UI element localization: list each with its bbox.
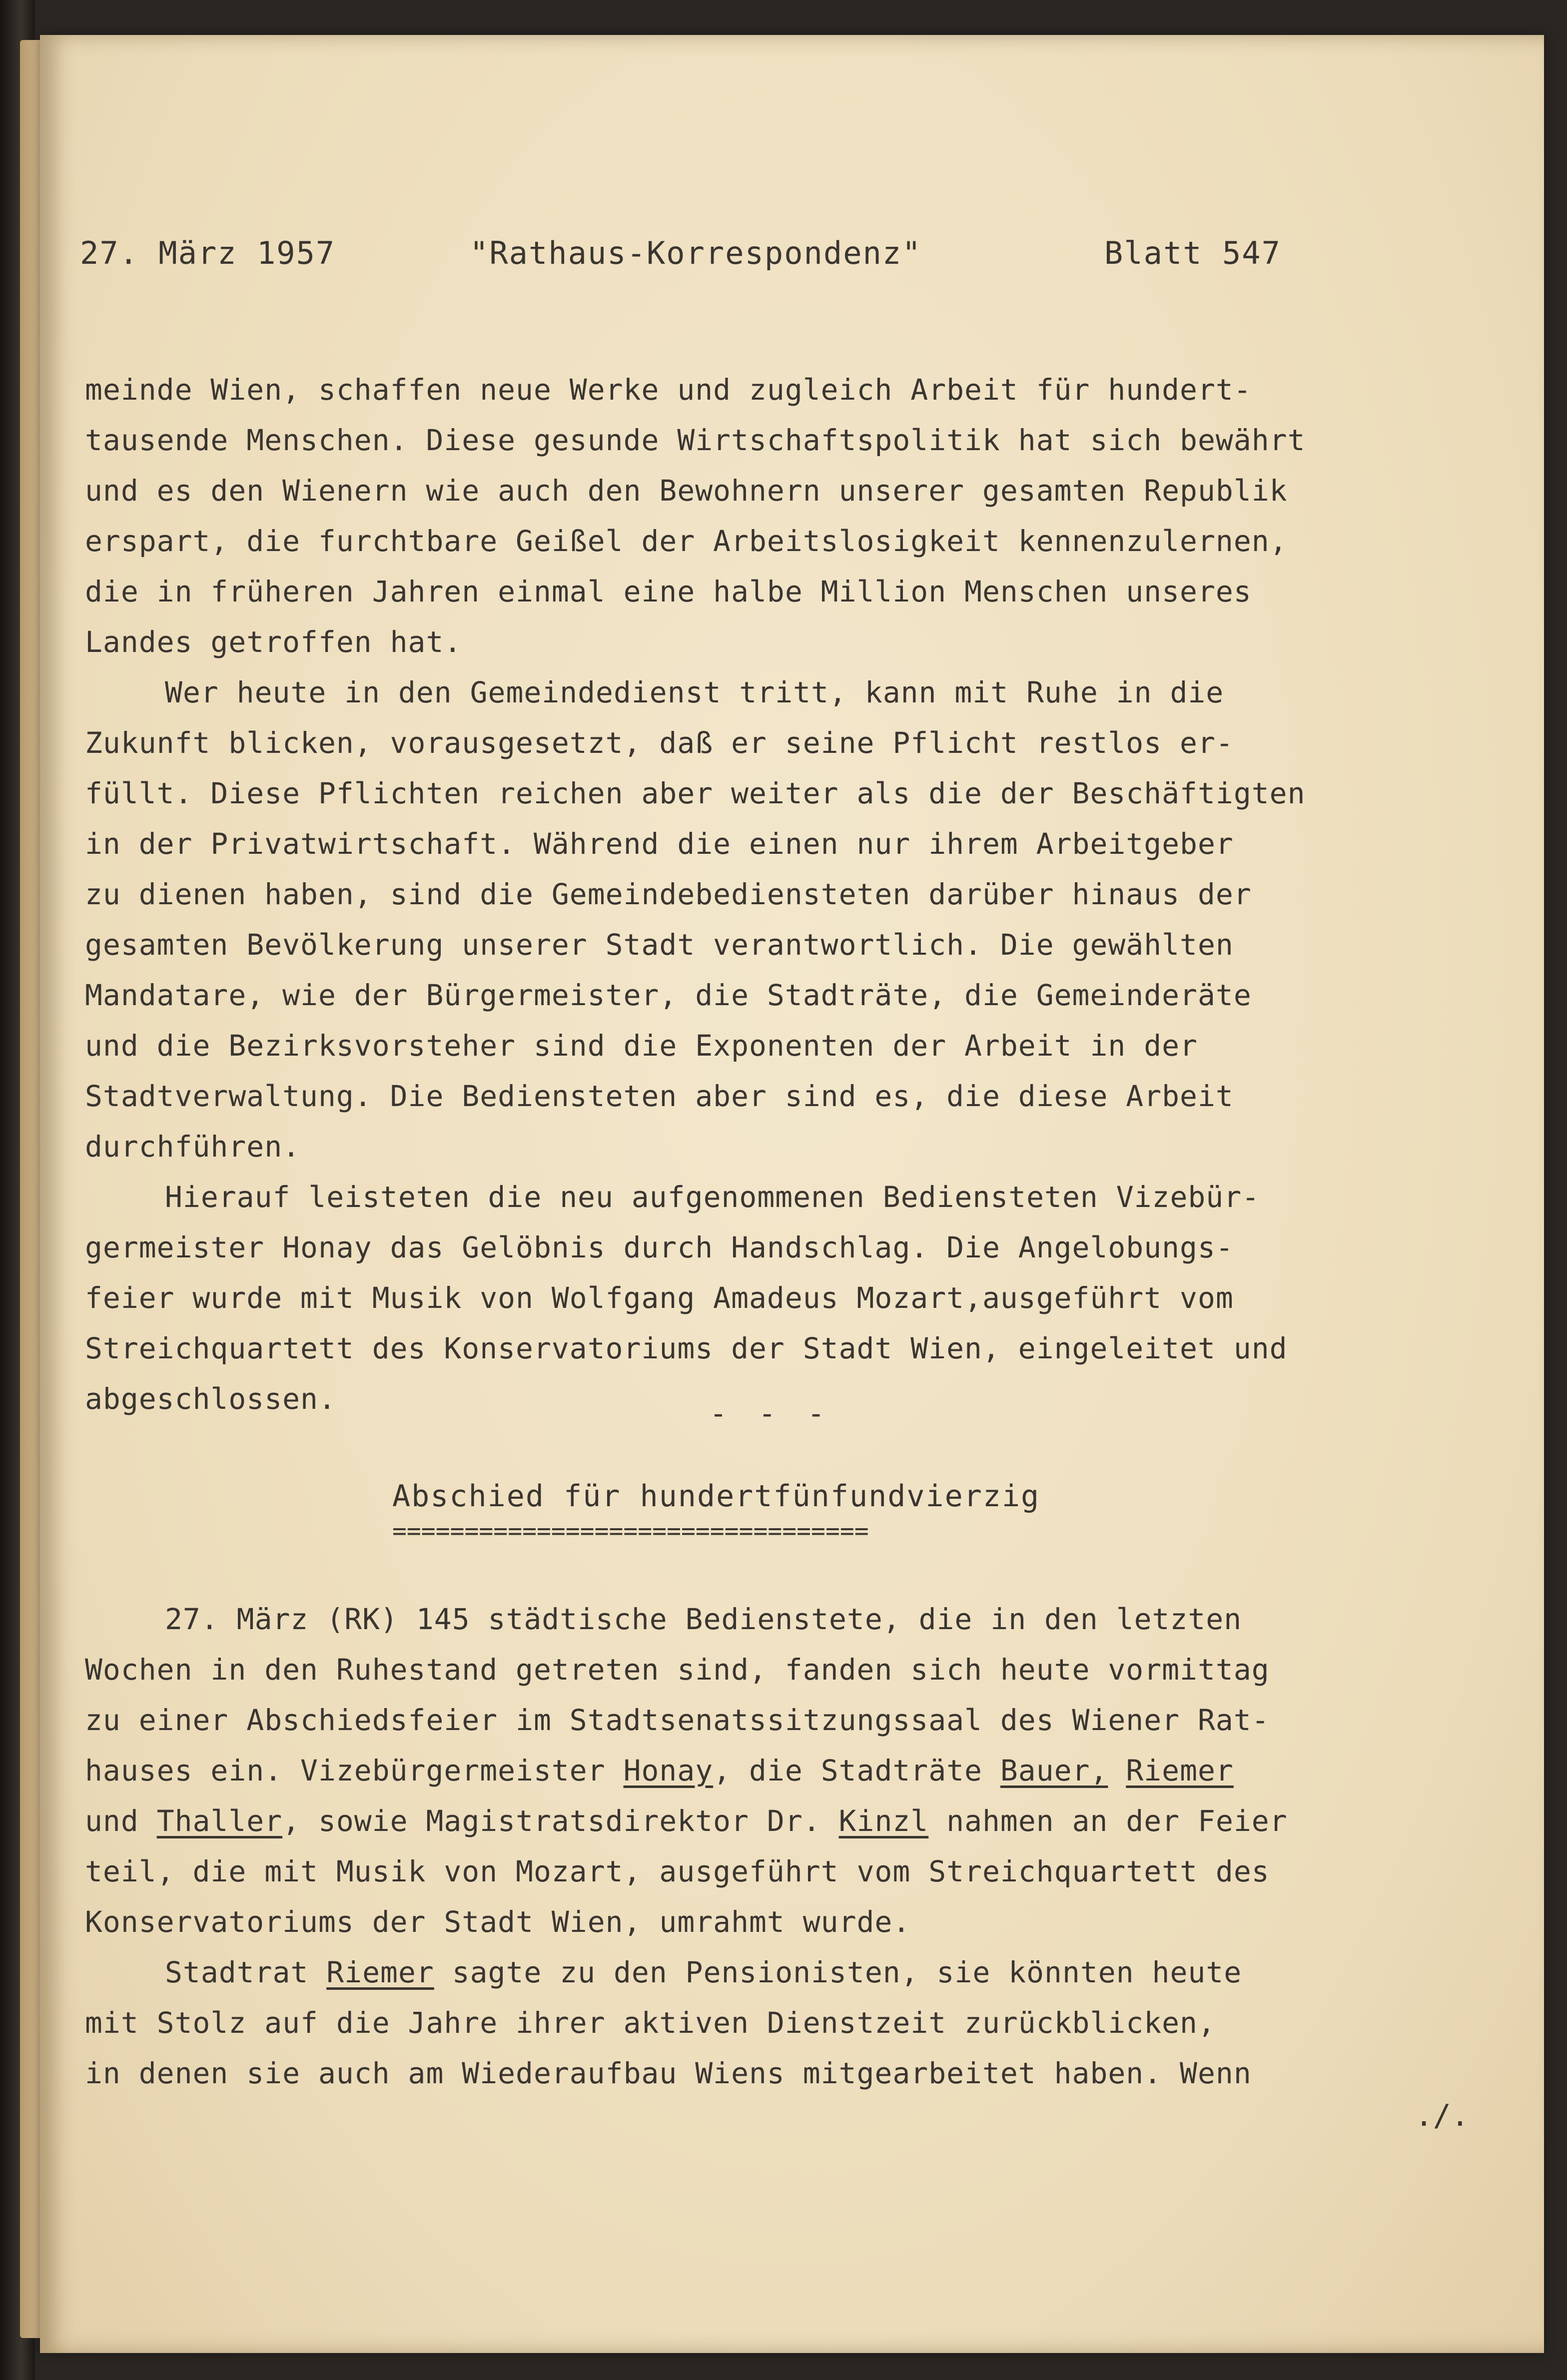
text-line: die in früheren Jahren einmal eine halbe Million Menschen unseres [85, 575, 1252, 608]
section-separator: - - - [710, 1396, 832, 1430]
document-page [40, 35, 1544, 2353]
text-segment: sagte zu den Pensionisten, sie könnten heute [434, 1955, 1242, 1989]
text-line: meinde Wien, schaffen neue Werke und zugleich Arbeit für hundert- [85, 373, 1252, 407]
text-segment: Stadtrat [165, 1955, 327, 1989]
name-riemer: Riemer [326, 1955, 434, 1989]
header-sheet-number: Blatt 547 [1104, 235, 1281, 271]
section-title-underline: ================================= [392, 1517, 869, 1545]
continuation-mark: ./. [1415, 2098, 1469, 2133]
text-line: Hierauf leisteten die neu aufgenommenen Bediensteten Vizebür- [165, 1180, 1260, 1214]
text-line: Streichquartett des Konservatoriums der Stadt Wien, eingeleitet und [85, 1331, 1288, 1365]
text-line: Wochen in den Ruhestand getreten sind, fanden sich heute vormittag [85, 1653, 1270, 1687]
text-segment: nahmen an der Feier [928, 1804, 1288, 1838]
text-line: 27. März (RK) 145 städtische Bedienstete, die in den letzten [165, 1602, 1242, 1636]
text-line: germeister Honay das Gelöbnis durch Handschlag. Die Angelobungs- [85, 1230, 1234, 1264]
text-segment: , sowie Magistratsdirektor Dr. [282, 1804, 839, 1838]
section2-text [85, 1594, 1534, 2098]
text-line: Zukunft blicken, vorausgesetzt, daß er seine Pflicht restlos er- [85, 726, 1234, 760]
text-line: durchführen. [85, 1130, 301, 1164]
name-honay: Honay [623, 1754, 714, 1787]
text-line: tausende Menschen. Diese gesunde Wirtschaftspolitik hat sich bewährt [85, 423, 1306, 457]
section-title: Abschied für hundertfünfundvierzig [392, 1479, 1040, 1514]
text-line: gesamten Bevölkerung unserer Stadt verantwortlich. Die gewählten [85, 928, 1234, 962]
text-line: Stadtverwaltung. Die Bediensteten aber sind es, die diese Arbeit [85, 1079, 1234, 1113]
text-segment: hauses ein. Vizebürgermeister [85, 1754, 624, 1787]
name-thaller: Thaller [156, 1804, 283, 1838]
text-segment [1108, 1754, 1126, 1787]
section1-text [85, 365, 1534, 1424]
text-line [85, 1745, 1534, 1795]
text-line: und die Bezirksvorsteher sind die Exponenten der Arbeit in der [85, 1029, 1198, 1063]
text-segment: , die Stadträte [713, 1754, 1000, 1787]
text-line: Wer heute in den Gemeindedienst tritt, kann mit Ruhe in die [165, 675, 1224, 709]
text-line [85, 1795, 1534, 1846]
header-date: 27. März 1957 [80, 235, 336, 271]
text-line: Landes getroffen hat. [85, 625, 462, 659]
text-line: füllt. Diese Pflichten reichen aber weiter als die der Beschäftigten [85, 776, 1306, 810]
text-line: feier wurde mit Musik von Wolfgang Amadeus Mozart,ausgeführt vom [85, 1281, 1234, 1315]
text-line: erspart, die furchtbare Geißel der Arbeitslosigkeit kennenzulernen, [85, 524, 1288, 558]
text-line: in denen sie auch am Wiederaufbau Wiens mitgearbeitet haben. Wenn [85, 2056, 1252, 2090]
text-line: Konservatoriums der Stadt Wien, umrahmt wurde. [85, 1905, 911, 1939]
text-line: mit Stolz auf die Jahre ihrer aktiven Dienstzeit zurückblicken, [85, 2006, 1216, 2040]
text-line: zu einer Abschiedsfeier im Stadtsenatssitzungssaal des Wiener Rat- [85, 1703, 1270, 1737]
header-publication: "Rathaus-Korrespondenz" [470, 235, 922, 271]
text-line: in der Privatwirtschaft. Während die einen nur ihrem Arbeitgeber [85, 827, 1234, 861]
text-line: und es den Wienern wie auch den Bewohnern unserer gesamten Republik [85, 474, 1288, 508]
text-line: Mandatare, wie der Bürgermeister, die Stadträte, die Gemeinderäte [85, 978, 1252, 1012]
name-kinzl: Kinzl [838, 1804, 929, 1838]
text-line: abgeschlossen. [85, 1382, 336, 1416]
text-line [85, 1947, 1534, 1997]
name-riemer: Riemer [1126, 1754, 1234, 1787]
name-bauer: Bauer, [1000, 1754, 1108, 1787]
text-segment: und [85, 1804, 157, 1838]
text-line: zu dienen haben, sind die Gemeindebediensteten darüber hinaus der [85, 877, 1252, 911]
text-line: teil, die mit Musik von Mozart, ausgeführt vom Streichquartett des [85, 1854, 1270, 1888]
